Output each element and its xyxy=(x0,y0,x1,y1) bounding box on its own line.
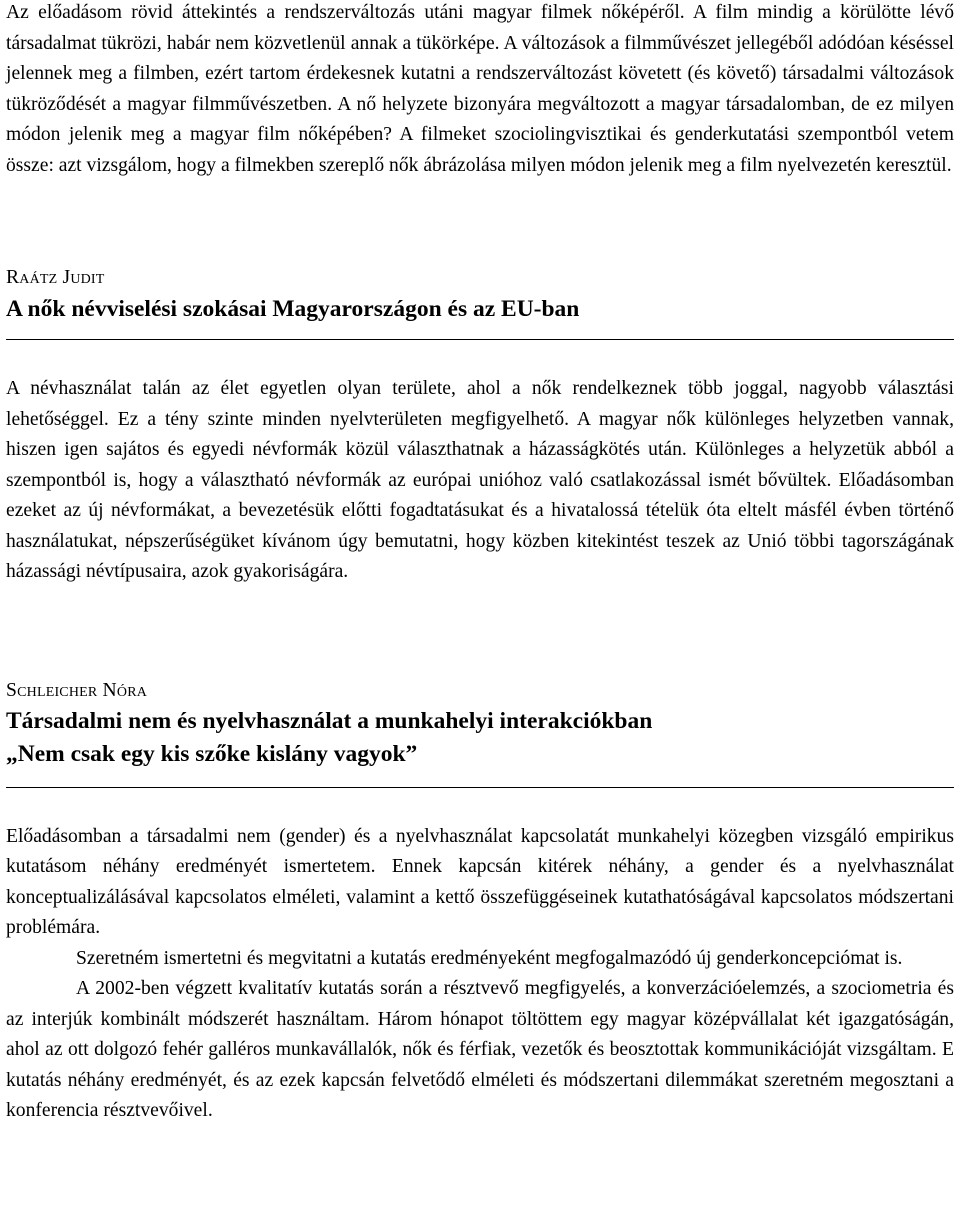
abstract-title: A nők névviselési szokásai Magyarországon és az EU-ban xyxy=(6,296,580,322)
abstract-subtitle: „Nem csak egy kis szőke kislány vagyok” xyxy=(6,740,418,767)
abstract-paragraph: A 2002-ben végzett kvalitatív kutatás során a résztvevő megfigyelés, a konverzációelemzés, a szociometria és az interjúk kombinált módszerét használtam. Három hónapot töltöttem egy magyar középvállalat két igazgatóságán, ahol az ott dolgozó fehér galléros munkavállalók, nők és férfiak, vezetők és beosztottak kommunikációját vizsgáltam. E kutatás néhány eredményét, és az ezek kapcsán felvetődő elméleti és módszertani dilemmákat szeretném megosztani a konferencia résztvevőivel. xyxy=(6,978,954,1121)
abstract-paragraph: Szeretném ismertetni és megvitatni a kutatás eredményeként megfogalmazódó új genderkoncepciómat is. xyxy=(76,947,903,969)
author-name: Schleicher Nóra xyxy=(6,679,148,701)
abstract-title: Társadalmi nem és nyelvhasználat a munkahelyi interakciókban xyxy=(6,707,653,734)
abstract-schleicher xyxy=(6,677,954,1127)
title-divider xyxy=(6,787,954,788)
abstract-paragraph: Előadásomban a társadalmi nem (gender) és a nyelvhasználat kapcsolatát munkahelyi közegben vizsgáló empirikus kutatásom néhány eredményét ismertetem. Ennek kapcsán kitérek néhány, a gender és a nyelvhasználat konceptualizálásával kapcsolatos elméleti, valamint a kettő összefüggéseinek kutathatóságával kapcsolatos módszertani problémára. xyxy=(6,825,954,938)
abstract-raatz xyxy=(6,264,954,588)
author-name: Raátz Judit xyxy=(6,267,105,288)
document-page xyxy=(6,0,954,1127)
intro-paragraph: Az előadásom rövid áttekintés a rendszerváltozás utáni magyar filmek nőképéről. A film mindig a körülötte lévő társadalmat tükrözi, habár nem közvetlenül annak a tükörképe. A változások a filmművészet jellegéből adódóan késéssel jelennek meg a filmben, ezért tartom érdekesnek kutatni a rendszerváltozást követett (és követő) társadalmi változások tükröződését a magyar filmművészetben. A nő helyzete bizonyára megváltozott a magyar társadalomban, de ez milyen módon jelenik meg a magyar film nőképében? A filmeket szociolingvisztikai és genderkutatási szempontból vetem össze: azt vizsgálom, hogy a filmekben szereplő nők ábrázolása milyen módon jelenik meg a film nyelvezetén keresztül. xyxy=(6,2,954,176)
abstract-body: A névhasználat talán az élet egyetlen olyan területe, ahol a nők rendelkeznek több joggal, nagyobb választási lehetőséggel. Ez a tény szinte minden nyelvterületen megfigyelhető. A magyar nők különleges helyzetben vannak, hiszen igen sajátos és egyedi névformák közül választhatnak a házasságkötés után. Különleges a helyzetük abból a szempontból is, hogy a választható névformák az európai unióhoz való csatlakozással ismét bővültek. Előadásomban ezeket az új névformákat, a bevezetésük előtti fogadtatásukat és a hivatalossá tételük óta eltelt másfél évben történő használatukat, népszerűségüket kívánom úgy bemutatni, hogy közben kitekintést teszek az Unió többi tagországának házassági névtípusaira, azok gyakoriságára. xyxy=(6,378,954,582)
title-divider xyxy=(6,339,954,340)
